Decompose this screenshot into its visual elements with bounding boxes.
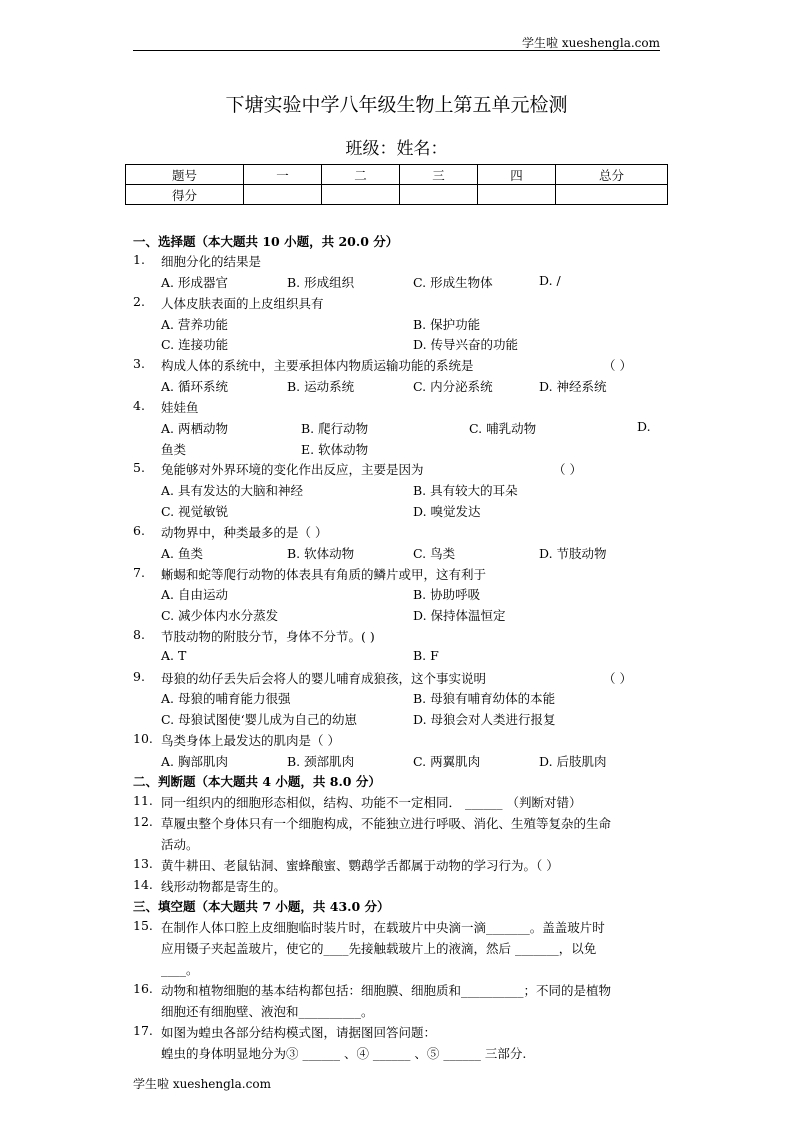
question-text: 线形动物都是寄生的。 — [161, 879, 287, 894]
question-text: 动物和植物细胞的基本结构都包括：细胞膜、细胞质和__________；不同的是植物 — [161, 983, 612, 998]
option-c: C. 连接功能 — [161, 337, 229, 352]
score-table-score-row — [126, 185, 668, 205]
question-number: 4. — [133, 398, 145, 413]
score-cell — [556, 185, 668, 205]
question-text-continued: 细胞还有细胞壁、液泡和__________。 — [161, 1004, 374, 1019]
question-text-continued: 蝗虫的身体明显地分为③ ______ 、④ ______ 、⑤ ______ 三部分. — [161, 1046, 527, 1061]
question-text: 细胞分化的结果是 — [161, 254, 262, 269]
question-text: 鸟类身体上最发达的肌肉是（ ） — [161, 733, 340, 748]
section-heading-fill: 三、填空题（本大题共 7 小题，共 43.0 分） — [133, 899, 390, 914]
score-cell: 四 — [478, 165, 556, 185]
option-d: D. 嗅觉发达 — [413, 504, 481, 519]
score-cell — [478, 185, 556, 205]
question-text: 娃娃鱼 — [161, 400, 199, 415]
option-a: A. 母狼的哺育能力很强 — [161, 691, 291, 706]
option-b: B. 软体动物 — [287, 546, 355, 561]
question-text: 如图为蝗虫各部分结构模式图，请据图回答问题： — [161, 1025, 437, 1040]
question-number: 17. — [133, 1023, 153, 1038]
header-site: 学生啦 xueshengla.com — [522, 36, 660, 50]
score-cell: 一 — [244, 165, 322, 185]
score-table — [125, 164, 668, 205]
answer-paren: （ ） — [553, 462, 582, 477]
option-e: E. 软体动物 — [301, 442, 369, 457]
option-b: B. 形成组织 — [287, 275, 355, 290]
option-b: B. 协助呼吸 — [413, 587, 481, 602]
question-text: 母狼的幼仔丢失后会将人的婴儿哺育成狼孩，这个事实说明 — [161, 671, 487, 686]
question-number: 5. — [133, 460, 145, 475]
question-number: 16. — [133, 981, 153, 996]
option-d: D. — [637, 419, 651, 434]
score-cell — [322, 185, 400, 205]
footer-site: 学生啦 xueshengla.com — [133, 1077, 271, 1091]
question-text: 黄牛耕田、老鼠钻洞、蜜蜂酿蜜、鹦鹉学舌都属于动物的学习行为。（ ） — [161, 858, 559, 873]
option-d: D. 保持体温恒定 — [413, 608, 506, 623]
option-d: D. 后肢肌肉 — [539, 754, 607, 769]
option-a: A. 胸部肌肉 — [161, 754, 228, 769]
option-a: A. 形成器官 — [161, 275, 228, 290]
option-b: B. 具有较大的耳朵 — [413, 483, 518, 498]
question-number: 12. — [133, 814, 153, 829]
question-text: 在制作人体口腔上皮细胞临时装片时，在载玻片中央滴一滴_______。盖盖玻片时 — [161, 920, 605, 935]
section-heading-judge: 二、判断题（本大题共 4 小题，共 8.0 分） — [133, 774, 381, 789]
option-c: C. 哺乳动物 — [469, 421, 537, 436]
option-a: A. 鱼类 — [161, 546, 203, 561]
question-number: 8. — [133, 627, 145, 642]
question-text: 兔能够对外界环境的变化作出反应，主要是因为 — [161, 462, 424, 477]
score-table-header-row — [126, 165, 668, 185]
question-number: 11. — [133, 793, 153, 808]
option-b: B. 母狼有哺育幼体的本能 — [413, 691, 556, 706]
option-a: A. 循环系统 — [161, 379, 228, 394]
question-text-continued: 应用镊子夹起盖玻片，使它的____先接触载玻片上的液滴，然后 _______，以免 — [161, 941, 597, 956]
score-cell: 得分 — [126, 185, 244, 205]
question-text: 动物界中，种类最多的是（ ） — [161, 525, 328, 540]
question-number: 14. — [133, 877, 153, 892]
question-number: 9. — [133, 669, 145, 684]
header-rule — [133, 50, 660, 51]
option-a: A. 自由运动 — [161, 587, 228, 602]
option-c: C. 母狼试图使‘婴儿成为自己的幼崽 — [161, 712, 358, 727]
option-c: C. 形成生物体 — [413, 275, 493, 290]
score-cell: 二 — [322, 165, 400, 185]
question-number: 15. — [133, 918, 153, 933]
option-c: C. 减少体内水分蒸发 — [161, 608, 279, 623]
page-subtitle: 班级：姓名： — [345, 139, 448, 159]
option-b: B. 保护功能 — [413, 317, 481, 332]
question-text: 节肢动物的附肢分节，身体不分节。( ) — [161, 629, 375, 644]
option-c: C. 鸟类 — [413, 546, 456, 561]
answer-paren: （ ） — [603, 358, 632, 373]
score-cell — [244, 185, 322, 205]
question-text-continued: ____。 — [161, 962, 199, 977]
option-c: C. 视觉敏锐 — [161, 504, 229, 519]
option-a: A. 营养功能 — [161, 317, 228, 332]
option-b: B. F — [413, 648, 439, 663]
question-number: 13. — [133, 856, 153, 871]
option-c: C. 内分泌系统 — [413, 379, 493, 394]
option-b: B. 运动系统 — [287, 379, 355, 394]
question-text: 蜥蜴和蛇等爬行动物的体表具有角质的鳞片或甲，这有利于 — [161, 567, 487, 582]
option-d-continued: 鱼类 — [161, 442, 187, 457]
option-d: D. / — [539, 273, 561, 288]
score-cell: 总分 — [556, 165, 668, 185]
option-a: A. 两栖动物 — [161, 421, 228, 436]
option-d: D. 神经系统 — [539, 379, 607, 394]
page-title: 下塘实验中学八年级生物上第五单元检测 — [225, 94, 568, 116]
answer-paren: （ ） — [603, 671, 632, 686]
option-d: D. 传导兴奋的功能 — [413, 337, 519, 352]
question-number: 1. — [133, 252, 145, 267]
question-text-continued: 活动。 — [161, 837, 199, 852]
option-c: C. 两翼肌肉 — [413, 754, 481, 769]
option-a: A. 具有发达的大脑和神经 — [161, 483, 303, 498]
question-text: 人体皮肤表面的上皮组织具有 — [161, 296, 324, 311]
question-text: 同一组织内的细胞形态相似，结构、功能不一定相同． ______ （判断对错） — [161, 795, 582, 810]
question-number: 3. — [133, 356, 145, 371]
option-b: B. 爬行动物 — [301, 421, 369, 436]
score-cell: 三 — [400, 165, 478, 185]
question-number: 6. — [133, 523, 145, 538]
question-number: 2. — [133, 294, 145, 309]
option-d: D. 母狼会对人类进行报复 — [413, 712, 556, 727]
score-cell: 题号 — [126, 165, 244, 185]
option-d: D. 节肢动物 — [539, 546, 607, 561]
question-text: 草履虫整个身体只有一个细胞构成，不能独立进行呼吸、消化、生殖等复杂的生命 — [161, 816, 612, 831]
question-number: 10. — [133, 731, 153, 746]
section-heading-choice: 一、选择题（本大题共 10 小题，共 20.0 分） — [133, 234, 399, 249]
option-a: A. T — [161, 648, 187, 663]
score-cell — [400, 185, 478, 205]
option-b: B. 颈部肌肉 — [287, 754, 355, 769]
question-text: 构成人体的系统中，主要承担体内物质运输功能的系统是 — [161, 358, 474, 373]
question-number: 7. — [133, 565, 145, 580]
